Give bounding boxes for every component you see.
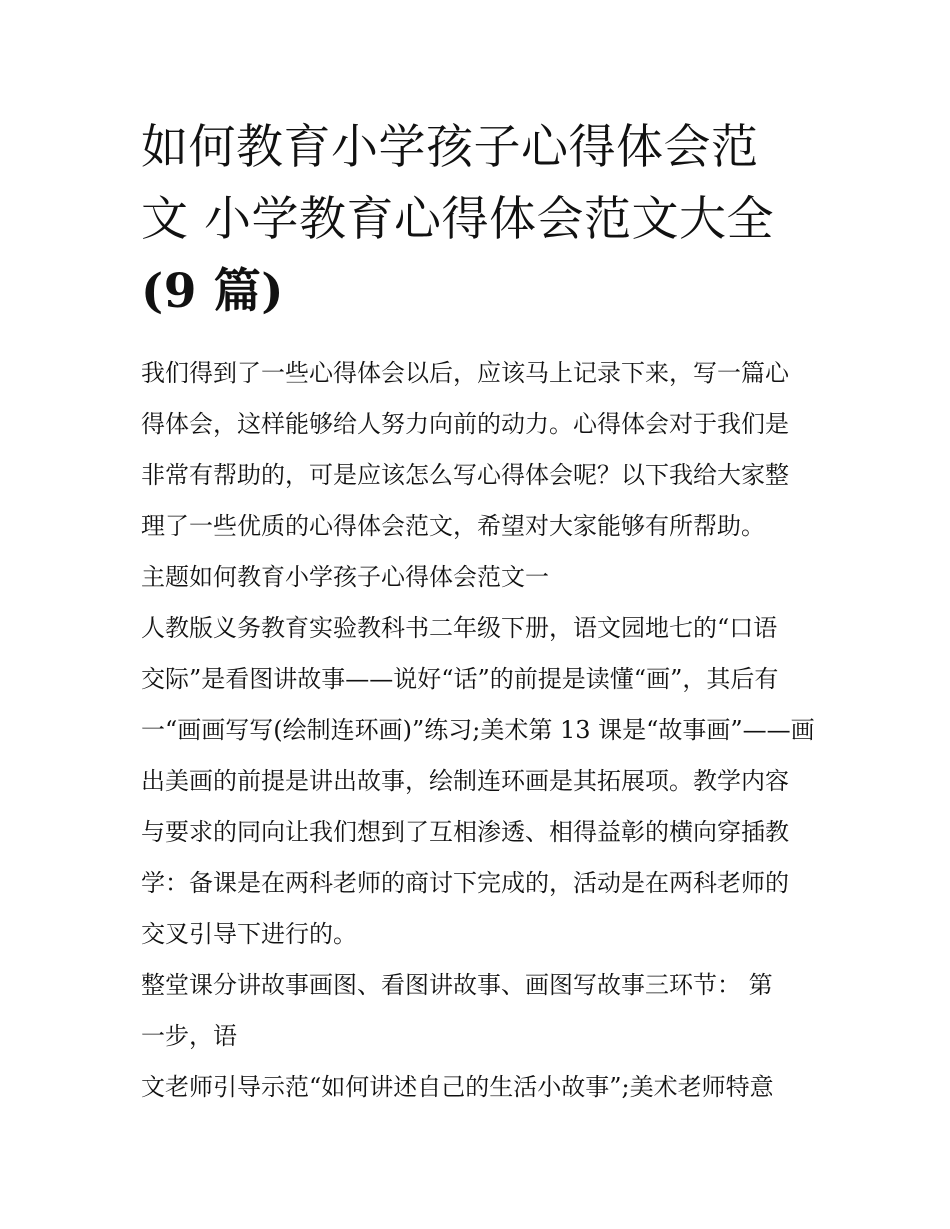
paragraph-lesson-steps <box>141 960 813 1062</box>
text-line: 理了一些优质的心得体会范文，希望对大家能够有所帮助。 <box>141 512 765 540</box>
text-line: 学：备课是在两科老师的商讨下完成的，活动是在两科老师的 <box>141 869 789 897</box>
text-line: 一步，语 <box>141 1022 237 1050</box>
paragraph-intro <box>141 348 813 552</box>
text-line: 一“画画写写(绘制连环画)”练习;美术第 13 课是“故事画”——画 <box>141 716 815 744</box>
title-line-1: 如何教育小学孩子心得体会范 <box>141 120 759 175</box>
text-line: 交叉引导下进行的。 <box>141 920 357 948</box>
paragraph-teacher-guidance <box>141 1062 813 1113</box>
text-line: 文老师引导示范“如何讲述自己的生活小故事”;美术老师特意 <box>141 1073 774 1101</box>
title-line-3: (9 篇) <box>141 264 285 319</box>
title-line-2: 文 小学教育心得体会范文大全 <box>141 192 774 247</box>
document-body <box>141 348 813 1113</box>
text-line: 交际”是看图讲故事——说好“话”的前提是读懂“画”，其后有 <box>141 665 779 693</box>
document-page <box>141 112 813 1113</box>
text-line: 与要求的同向让我们想到了互相渗透、相得益彰的横向穿插教 <box>141 818 789 846</box>
text-line: 人教版义务教育实验教科书二年级下册，语文园地七的“口语 <box>141 614 778 642</box>
paragraph-subheading <box>141 552 813 603</box>
text-line: 出美画的前提是讲出故事，绘制连环画是其拓展项。教学内容 <box>141 767 789 795</box>
text-line: 我们得到了一些心得体会以后，应该马上记录下来，写一篇心 <box>141 359 789 387</box>
document-title <box>141 112 813 328</box>
text-line: 非常有帮助的，可是应该怎么写心得体会呢？以下我给大家整 <box>141 461 789 489</box>
text-line: 主题如何教育小学孩子心得体会范文一 <box>141 563 549 591</box>
paragraph-lesson-description <box>141 603 813 960</box>
text-line: 整堂课分讲故事画图、看图讲故事、画图写故事三环节： 第 <box>141 971 773 999</box>
text-line: 得体会，这样能够给人努力向前的动力。心得体会对于我们是 <box>141 410 789 438</box>
